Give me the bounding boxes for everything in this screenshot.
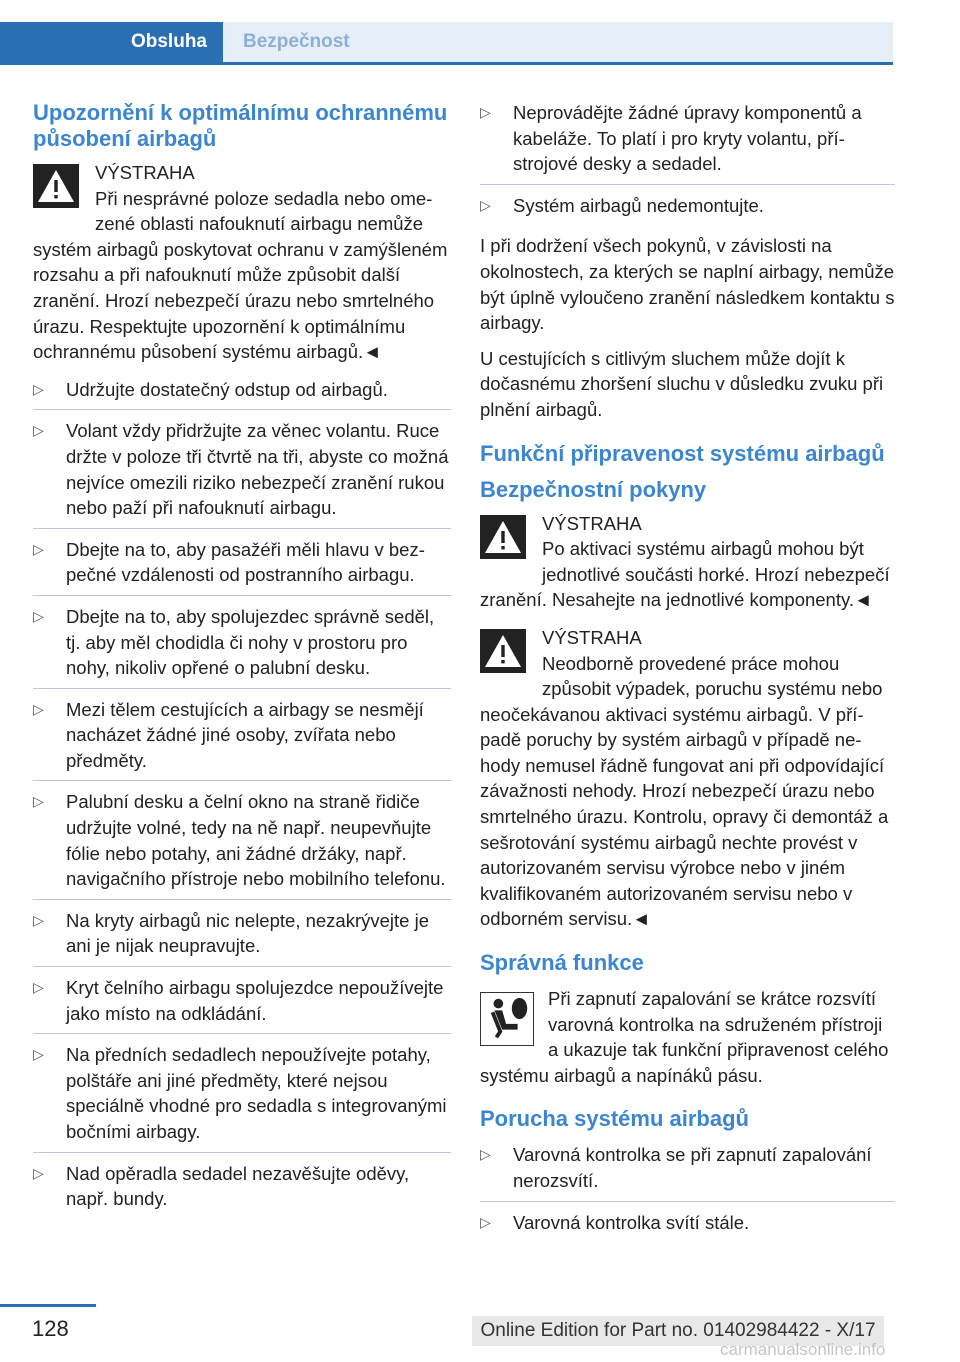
list-item: ▷ Volant vždy přidržujte za věnec volantu. Ruce držte v poloze tři čtvrtě na tři, abyste co možná nejvíce omezili riziko nebezpečí zranění rukou nebo paží při nafouknutí airbagu. — [33, 418, 451, 528]
right-top-bullet-list — [480, 100, 895, 225]
list-item: ▷ Dbejte na to, aby spolujezdec správně seděl, tj. aby měl chodidla či nohy v prostoru pro nohy, nikoliv opřené o palubní desku. — [33, 604, 451, 689]
list-item: ▷ Nad opěradla sedadel nezavěšujte oděvy, např. bundy. — [33, 1161, 451, 1219]
list-item: ▷ Na předních sedadlech nepoužívejte potahy, polštáře ani jiné předměty, které nejsou speciálně vhodné pro sedadla s integrovanými bočními airbagy. — [33, 1042, 451, 1152]
list-item: ▷ Varovná kontrolka se při zapnutí zapalování nerozsvítí. — [480, 1142, 895, 1201]
warning-text: Po aktivaci systému airbagů mohou být jednotlivé součásti horké. Hrozí nebezpečí zranění. Nesahejte na jednotlivé komponenty.◄ — [480, 538, 890, 611]
left-column — [33, 100, 451, 1227]
warning-block — [480, 625, 895, 932]
warning-triangle-icon — [480, 629, 526, 673]
fault-bullet-list — [480, 1142, 895, 1242]
tab-bezpecnost[interactable]: Bezpečnost — [223, 22, 893, 62]
list-item: ▷ Neprovádějte žádné úpravy komponentů a kabeláže. To platí i pro kryty volantu, přístrojové desky a sedadel. — [480, 100, 895, 185]
left-bullet-list — [33, 377, 451, 1219]
function-text: Při zapnutí zapalování se krátce rozsvítí varovná kontrolka na sdruženém přístroji a ukazuje tak funkční připravenost celého systému airbagů a napínáků pásu. — [480, 988, 889, 1086]
warning-block — [33, 160, 451, 365]
list-item: ▷ Mezi tělem cestujících a airbagy se nesmějí nacházet žádné jiné osoby, zvířata nebo předměty. — [33, 697, 451, 782]
warning-triangle-icon — [480, 515, 526, 559]
warning-title: VÝSTRAHA — [542, 512, 642, 534]
page-number-underline — [0, 1304, 96, 1307]
warning-text: Neodborně provedené práce mohou způsobit výpadek, poruchu systému nebo neočekávanou aktivaci systému airbagů. V případě poruchy by systém airbagů v případě nehody nemusel řádně fungovat ani při odpovídající závažnosti nehody. Hrozí nebezpečí úrazu nebo smrtelného úrazu. Kontrolu, opravy či demontáž a sešrotování systému airbagů nechte provést v autorizovaném servisu výrobce nebo v jiném kvalifikovaném autorizovaném servisu nebo v odborném servisu.◄ — [480, 652, 889, 930]
header-divider — [0, 62, 893, 65]
warning-title: VÝSTRAHA — [542, 626, 642, 648]
right-column — [480, 100, 895, 1250]
list-item: ▷ Dbejte na to, aby pasažéři měli hlavu v bezpečné vzdálenosti od postranního airbagu. — [33, 537, 451, 596]
list-item: ▷ Palubní desku a čelní okno na straně řidiče udržujte volné, tedy na ně např. neupevňujte fólie nebo potahy, ani žádné držáky, např. navigačního přístroje nebo mobilního telefonu. — [33, 789, 451, 899]
watermark: carmanualsonline.info — [720, 1340, 886, 1359]
tab-obsluha[interactable]: Obsluha — [0, 22, 223, 62]
warning-triangle-icon — [33, 164, 79, 208]
warning-block — [480, 511, 895, 613]
list-item: ▷ Kryt čelního airbagu spolujezdce nepoužívejte jako místo na odkládání. — [33, 975, 451, 1034]
section-heading: Funkční připravenost systému airbagů — [480, 440, 885, 466]
list-item: ▷ Varovná kontrolka svítí stále. — [480, 1210, 895, 1243]
list-item: ▷ Systém airbagů nedemontujte. — [480, 193, 895, 226]
header-tabs — [0, 22, 893, 62]
function-block — [480, 986, 895, 1088]
airbag-warning-icon — [480, 992, 534, 1046]
list-item: ▷ Na kryty airbagů nic nelepte, nezakrývejte je ani je nijak neupravujte. — [33, 908, 451, 967]
paragraph: I při dodržení všech pokynů, v závislosti na okolnostech, za kterých se naplní airbagy, nemůže být úplně vyloučeno zranění následkem kontaktu s airbagy. — [480, 235, 895, 334]
edition-footer: Online Edition for Part no. 01402984422 - X/17 — [472, 1316, 884, 1346]
page-number: 128 — [32, 1316, 69, 1341]
subsection-heading: Porucha systému airbagů — [480, 1106, 749, 1132]
list-item: ▷ Udržujte dostatečný odstup od airbagů. — [33, 377, 451, 411]
left-heading: Upozornění k optimálnímu ochrannému působení airbagů — [33, 100, 448, 151]
paragraph: U cestujících s citlivým sluchem může dojít k dočasnému zhoršení sluchu v důsledku zvuku při plnění airbagů. — [480, 347, 884, 420]
subsection-heading: Bezpečnostní pokyny — [480, 476, 707, 502]
warning-title: VÝSTRAHA — [95, 162, 195, 183]
warning-text: Při nesprávné poloze sedadla nebo omezené oblasti nafouknutí airbagu nemůže systém airbagů poskytovat ochranu v zamýšleném rozsahu a při nafouknutí může způsobit další zranění. Hrozí nebezpečí úrazu nebo smrtelného úrazu. Respektujte upozornění k optimálnímu ochrannému působení systému airbagů.◄ — [33, 187, 448, 363]
subsection-heading: Správná funkce — [480, 950, 644, 976]
